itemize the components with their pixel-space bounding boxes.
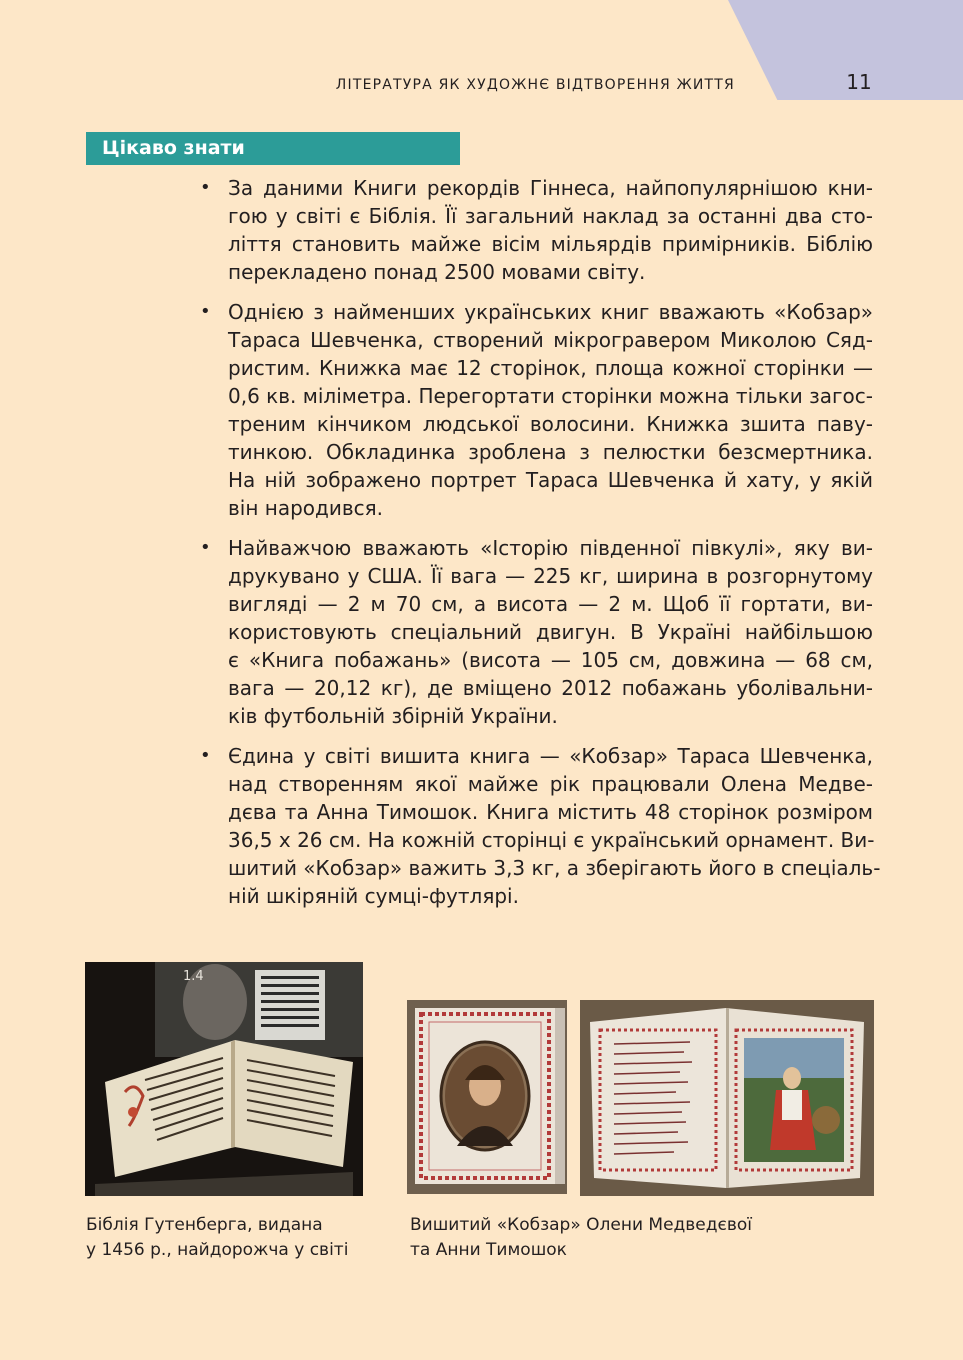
gutenberg-bible-photo [85,962,363,1196]
fact-line: Однією з найменших українських книг вважають «Кобзар» [228,300,873,324]
caption-line: Вишитий «Кобзар» Олени Медведєвої [410,1215,752,1235]
fact-line: перекладено понад 2500 мовами світу. [228,260,646,284]
fact-line: На ній зображено портрет Тараса Шевченка й хату, у якій [228,468,873,492]
running-header-title: ЛІТЕРАТУРА ЯК ХУДОЖНЄ ВІДТВОРЕННЯ ЖИТТЯ [335,77,735,93]
fact-item [200,534,873,730]
kobzar-open-spread-photo [580,1000,874,1196]
kobzar-caption [410,1213,810,1263]
caption-line: Біблія Гутенберга, видана [86,1215,323,1235]
fact-line: Єдина у світі вишита книга — «Кобзар» Тараса Шевченка, [228,744,873,768]
fact-line: Тараса Шевченка, створений мікрогравером Миколою Сяд- [228,328,873,352]
fact-line: ній шкіряній сумці-футлярі. [228,884,519,908]
fact-item [200,174,873,286]
fact-line: вага — 20,12 кг), де вміщено 2012 побажань уболівальни- [228,676,873,700]
fact-line: ків футбольній збірній України. [228,704,558,728]
exhibit-label: 1.4 [183,969,204,984]
fact-line: ліття становить майже вісім мільярдів примірників. Біблію [228,232,873,256]
page-number: 11 [846,70,872,94]
kobzar-spread-illustration [580,1000,874,1196]
bullet-icon: • [200,177,211,198]
fact-line: За даними Книги рекордів Гіннеса, найпопулярнішою кни- [228,176,873,200]
fact-line: ристим. Книжка має 12 сторінок, площа кожної сторінки — [228,356,873,380]
fact-line: треним кінчиком людської волосини. Книжка зшита паву- [228,412,873,436]
gutenberg-bible-illustration [85,962,363,1196]
fact-line: дєва та Анна Тимошок. Книга містить 48 сторінок розміром [228,800,873,824]
fact-line: шитий «Кобзар» важить 3,3 кг, а зберігають його в спеціаль- [228,856,881,880]
gutenberg-bible-caption [86,1213,386,1263]
bullet-icon: • [200,301,211,322]
caption-line: у 1456 р., найдорожча у світі [86,1240,349,1260]
fact-line: 36,5 х 26 см. На кожній сторінці є український орнамент. Ви- [228,828,875,852]
kobzar-portrait-page-photo [407,1000,567,1194]
interesting-facts-heading: Цікаво знати [86,132,460,165]
fact-line: над створенням якої майже рік працювали Олена Медве- [228,772,873,796]
fact-line: тинкою. Обкладинка зроблена з пелюстки безсмертника. [228,440,873,464]
fact-item [200,742,881,910]
fact-line: 0,6 кв. міліметра. Перегортати сторінки можна тільки загос- [228,384,873,408]
fact-line: гою у світі є Біблія. Її загальний наклад за останні два сто- [228,204,873,228]
fact-line: він народився. [228,496,384,520]
bullet-icon: • [200,745,211,766]
facts-list [200,174,881,922]
fact-line: Найважчою вважають «Історію південної півкулі», яку ви- [228,536,873,560]
fact-line: користовують спеціальний двигун. В Україні найбільшою [228,620,873,644]
caption-line: та Анни Тимошок [410,1240,567,1260]
fact-line: є «Книга побажань» (висота — 105 см, довжина — 68 см, [228,648,873,672]
fact-line: друкувано у США. Її вага — 225 кг, ширина в розгорнутому [228,564,873,588]
fact-line: вигляді — 2 м 70 см, а висота — 2 м. Щоб її гортати, ви- [228,592,873,616]
kobzar-portrait-illustration [407,1000,567,1194]
bullet-icon: • [200,537,211,558]
fact-item [200,298,873,522]
